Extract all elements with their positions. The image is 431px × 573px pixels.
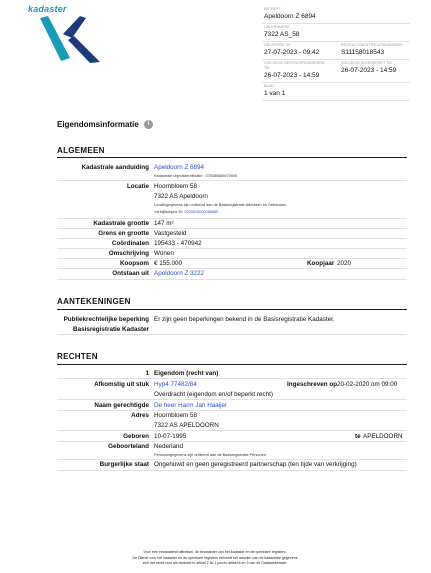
section-rechten-rule — [57, 364, 407, 365]
locatie-source-note: Locatiegegevens zijn ontleend aan de Basisregistratie Adressen en Gebouwen — [154, 203, 287, 207]
ontstaan-link[interactable]: Apeldoorn Z 3222 — [154, 270, 205, 277]
row-publiekrechtelijke-beperking — [57, 315, 407, 335]
ontstaan-label: Ontstaan uit — [112, 270, 149, 277]
blad-label: BLAD — [264, 84, 274, 88]
row-grens-en-grootte — [57, 229, 407, 239]
row-burgerlijke-staat — [57, 460, 407, 471]
row-coordinaten — [57, 239, 407, 249]
row-afkomstig-uit-stuk — [57, 380, 407, 400]
locatie-street: Hoornbloem 58 — [154, 183, 198, 190]
locatie-label: Locatie — [126, 183, 149, 190]
verblijfsobject-line — [154, 210, 218, 214]
geboren-value: 10-07-1995 — [154, 433, 187, 440]
row-kadastrale-grootte — [57, 219, 407, 229]
row-kadastrale-aanduiding — [57, 163, 407, 181]
row-locatie — [57, 182, 407, 219]
kadastrale-grootte-value: 147 m² — [154, 220, 174, 227]
kadastrale-grootte-label: Kadastrale grootte — [93, 220, 149, 227]
recht-number: 1 — [145, 370, 149, 377]
row-adres — [57, 411, 407, 431]
document-title-text: Eigendomsinformatie — [57, 120, 139, 129]
adres-postcode: 7322 AS APELDOORN — [154, 422, 219, 429]
afkomstig-label: Afkomstig uit stuk — [94, 381, 149, 388]
row-omschrijving — [57, 249, 407, 259]
grens-label: Grens en grootte — [98, 230, 149, 237]
kadastrale-aanduiding-label: Kadastrale aanduiding — [81, 164, 149, 171]
coordinaten-label: Coördinaten — [111, 240, 149, 247]
burgerlijke-staat-value: Ongehuwd en geen geregistreerd partnerschap (ten tijde van verkrijging) — [154, 461, 357, 468]
kadaster-logo-icon — [28, 6, 108, 66]
geleverd-value: 27-07-2023 - 09:42 — [264, 49, 320, 56]
betreft-value: Apeldoorn Z 6894 — [264, 13, 316, 20]
row-koopsom — [57, 259, 407, 269]
volledig2-value: 26-07-2023 - 14:59 — [341, 67, 397, 74]
coordinaten-value: 195433 - 470942 — [154, 240, 202, 247]
koopjaar-value: 2020 — [337, 260, 352, 267]
te-value: APELDOORN — [363, 433, 403, 440]
geboorteland-value: Nederland — [154, 443, 184, 450]
blad-value: 1 van 1 — [264, 90, 286, 97]
adres-street: Hoornbloem 58 — [154, 412, 198, 419]
volledig2-label: VOLLEDIG BIJGEWERKT TM — [341, 61, 392, 65]
geboorteland-label: Geboorteland — [108, 443, 149, 450]
volledig-label: VOLLEDIG GESYNCHRONISEERD TM — [264, 61, 325, 70]
koopjaar-label: Koopjaar — [307, 260, 335, 267]
volledig-value: 26-07-2023 - 14:59 — [264, 72, 320, 79]
kadaster-logo-text: kadaster — [28, 4, 67, 14]
persoonsgegevens-note: Persoonsgegevens zijn ontleend aan de Basisregistratie Personen — [154, 453, 266, 457]
section-algemeen-heading: ALGEMEEN — [57, 146, 105, 155]
te-label: te — [355, 433, 361, 440]
footer-disclaimer — [80, 550, 350, 567]
meta-row-blad — [262, 83, 410, 101]
ingeschreven-label: Ingeschreven op — [287, 381, 338, 388]
productnummer-value: S11158018543 — [341, 49, 385, 56]
section-algemeen-rule — [57, 157, 407, 158]
burgerlijke-staat-label: Burgerlijke staat — [99, 461, 149, 468]
publiekrechtelijke-value: Er zijn geen beperkingen bekend in de Basisregistratie Kadaster. — [154, 316, 335, 323]
productnummer-label: PRODUCTIDENTIFICATIENUMMER — [341, 43, 403, 47]
ingeschreven-value: 20-02-2020 om 09:00 — [337, 381, 398, 388]
row-geboorteland — [57, 442, 407, 460]
meta-row-kenmerk — [262, 24, 410, 42]
section-rechten-heading: RECHTEN — [57, 352, 98, 361]
footer-line-2: De Dienst voor het kadaster en de openbare registers behoudt het aanzien van de kadastrale gegevens — [132, 555, 298, 560]
kadastrale-objectidentificatie: Kadastrale objectidentificatie : 076380689470000 — [154, 174, 238, 178]
info-icon[interactable]: i — [144, 120, 153, 129]
betreft-label: BETREFT — [264, 7, 282, 11]
overdracht-text: Overdracht (eigendom en/of beperkt recht) — [154, 391, 274, 398]
row-ontstaan-uit — [57, 269, 407, 280]
naam-link[interactable]: De heer Harm Jan Haaijer — [154, 402, 228, 409]
uw-kenmerk-value: 7322 AS_58 — [264, 31, 300, 38]
footer-line-3: zich het recht voor als bedoeld in artikel 2 lid 1 juncto artikel 6 en 3 van de Databankenwet. — [142, 561, 288, 566]
grens-value: Vastgesteld — [154, 230, 187, 237]
locatie-postcode: 7322 AS Apeldoorn — [154, 193, 208, 200]
row-naam-gerechtigde — [57, 401, 407, 411]
meta-row-betreft — [262, 6, 410, 24]
section-aantekeningen-rule — [57, 309, 407, 310]
geboren-label: Geboren — [123, 433, 149, 440]
publiekrechtelijke-label: Publiekrechtelijke beperking — [63, 316, 149, 323]
uw-kenmerk-label: UW KENMERK — [264, 25, 290, 29]
verblijfsobject-prefix: Verblijfsobject ID: — [154, 210, 184, 214]
verblijfsobject-id-link[interactable]: 0200010000086655 — [184, 210, 219, 214]
meta-row-geleverd — [262, 42, 410, 60]
meta-panel — [262, 6, 410, 101]
document-title — [57, 120, 153, 129]
omschrijving-value: Wonen — [154, 250, 174, 257]
koopsom-label: Koopsom — [119, 260, 149, 267]
afkomstig-link[interactable]: Hyp4 77482/84 — [154, 381, 197, 388]
adres-label: Adres — [131, 412, 149, 419]
meta-row-volledig — [262, 60, 410, 83]
eigendom-title: Eigendom (recht van) — [154, 370, 219, 377]
kadastrale-aanduiding-link[interactable]: Apeldoorn Z 6894 — [154, 164, 205, 171]
footer-line-1: Voor een eenduidend uittreksel, de bewaarder van het kadaster en de openbare registers. — [143, 550, 287, 554]
row-eigendom — [57, 369, 407, 379]
row-geboren — [57, 432, 407, 442]
koopsom-value: € 155.000 — [154, 260, 183, 267]
geleverd-label: GELEVERD OP — [264, 43, 291, 47]
section-aantekeningen-heading: AANTEKENINGEN — [57, 297, 131, 306]
basisregistratie-label: Basisregistratie Kadaster — [73, 326, 149, 333]
naam-label: Naam gerechtigde — [94, 402, 149, 409]
omschrijving-label: Omschrijving — [108, 250, 149, 257]
